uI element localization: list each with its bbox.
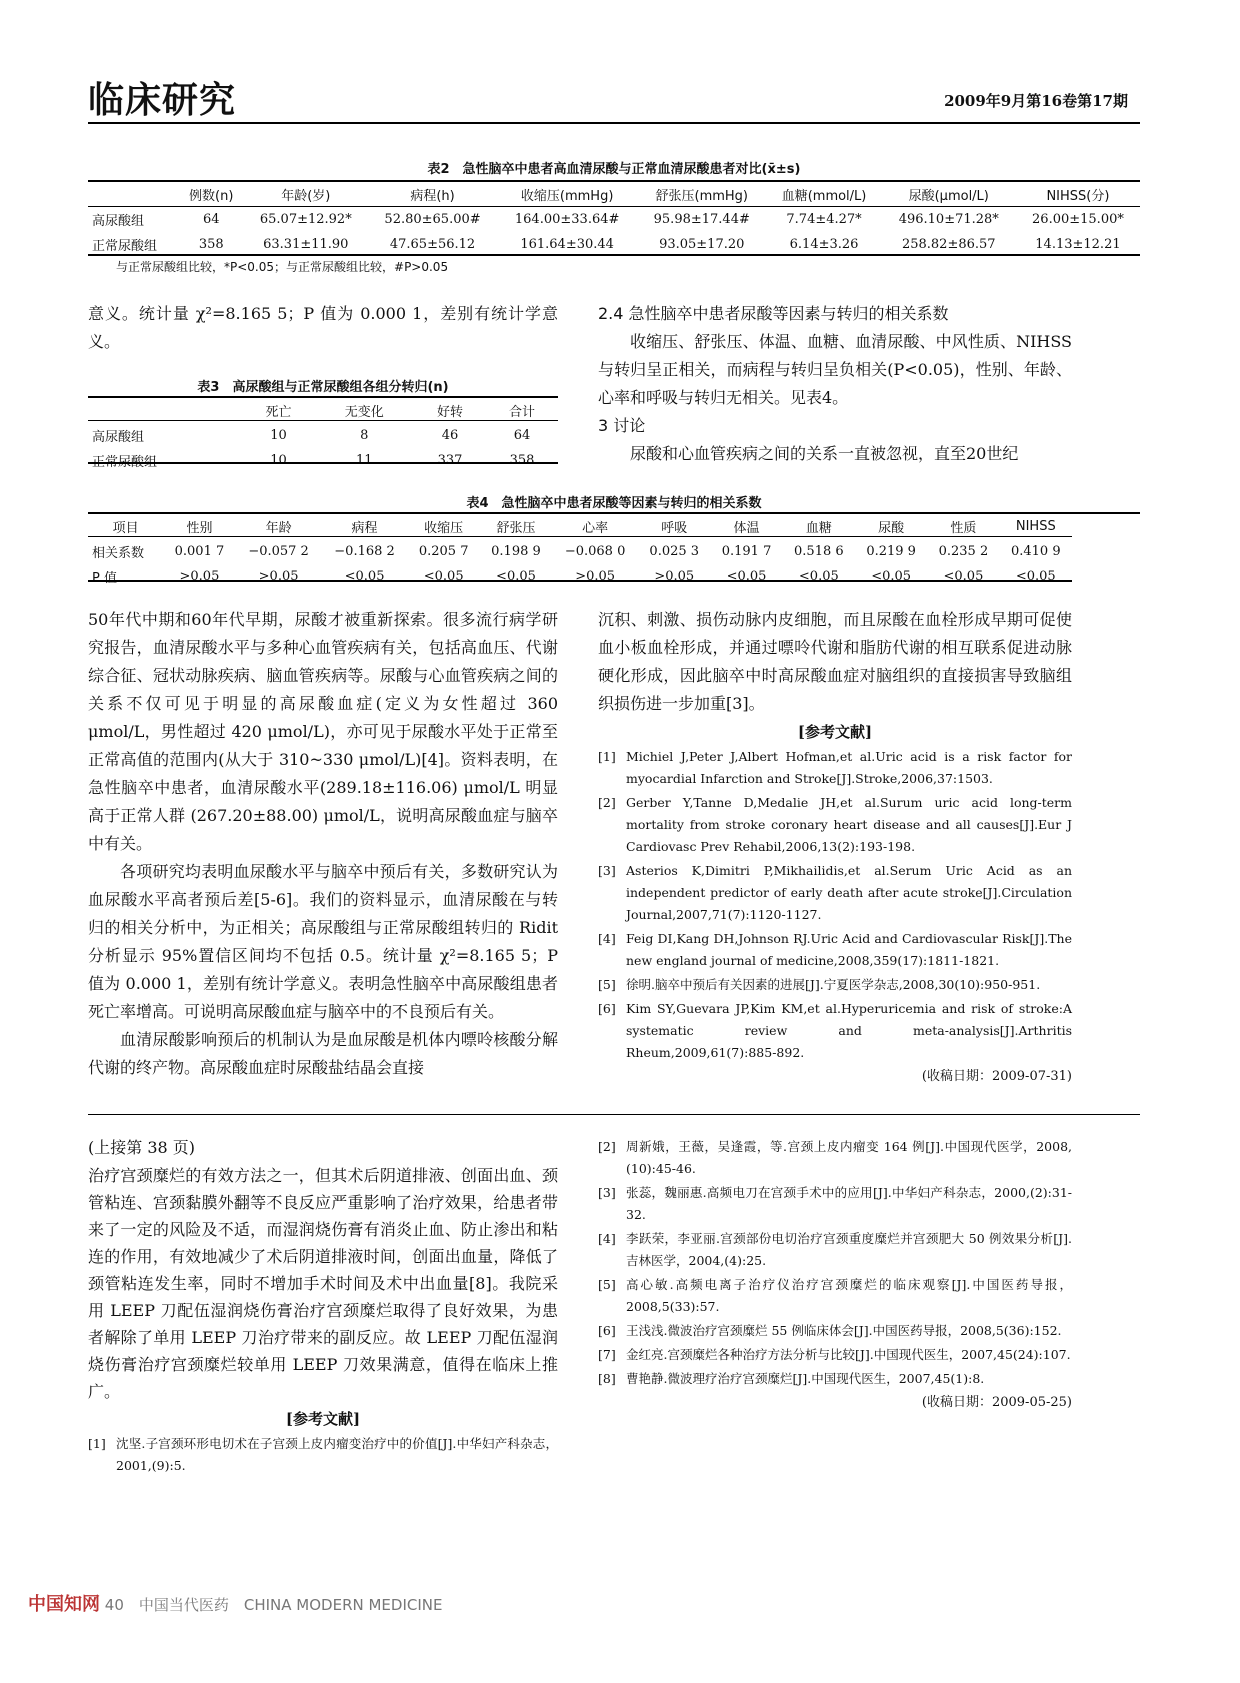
table4-header-rule <box>88 536 1072 537</box>
table-cell: 358 <box>198 237 224 252</box>
reference-number: [6] <box>598 1001 616 1016</box>
reference-item <box>598 1274 1072 1318</box>
column-header: NIHSS(分) <box>1046 189 1110 204</box>
table-cell: <0.05 <box>726 569 767 584</box>
column-header: 年龄 <box>265 521 292 536</box>
column-header: 血糖(mmol/L) <box>781 189 867 204</box>
table-cell: 0.001 7 <box>174 544 225 559</box>
table-cell: 496.10±71.28* <box>898 212 999 227</box>
table-cell: 65.07±12.92* <box>259 212 352 227</box>
table-row <box>88 564 1072 589</box>
reference-item <box>598 928 1072 972</box>
paragraph: 各项研究均表明血尿酸水平与脑卒中预后有关，多数研究认为血尿酸水平高者预后差[5-6]。我们的资料显示，血清尿酸在与转归的相关分析中，为正相关；高尿酸组与正常尿酸组转归的 Ridit 分析显示 95%置信区间均不包括 0.5。统计量 χ²=8.165 5；P 值为 0.000 1，差别有统计学意义。表明急性脑卒中高尿酸组患者死亡率增高。可说明高尿酸血症与脑卒中的不良预后有关。 <box>88 862 558 1021</box>
received-date: (收稿日期：2009-07-31) <box>921 1069 1072 1084</box>
table-cell: >0.05 <box>654 569 695 584</box>
reference-text: 高心敏.高频电离子治疗仪治疗宫颈糜烂的临床观察[J].中国医药导报，2008,5(33):57. <box>626 1277 1072 1314</box>
reference-text: Michiel J,Peter J,Albert Hofman,et al.Uric acid is a risk factor for myocardial Infarction and Stroke[J].Stroke,2006,37:1503. <box>626 749 1072 786</box>
table-cell: 337 <box>437 453 463 468</box>
table-cell: 6.14±3.26 <box>789 237 859 252</box>
table-cell: <0.05 <box>871 569 912 584</box>
column-header: 好转 <box>436 405 463 420</box>
table-row <box>88 539 1072 564</box>
bottom-left-column <box>88 1134 558 1479</box>
reference-list <box>88 1433 558 1477</box>
column-header: 合计 <box>508 405 535 420</box>
footer-text: 40 中国当代医药 CHINA MODERN MEDICINE <box>104 1596 443 1614</box>
reference-item <box>598 1344 1072 1366</box>
column-header: 收缩压 <box>424 521 464 536</box>
section-heading-2-4: 2.4 急性脑卒中患者尿酸等因素与转归的相关系数 <box>598 304 949 323</box>
reference-number: [1] <box>88 1436 106 1451</box>
reference-number: [3] <box>598 1185 616 1200</box>
table-cell: <0.05 <box>1015 569 1056 584</box>
reference-text: 沈坚.子宫颈环形电切术在子宫颈上皮内瘤变治疗中的价值[J].中华妇产科杂志，2001,(9):5. <box>116 1436 558 1473</box>
table-cell: −0.168 2 <box>334 544 395 559</box>
reference-item <box>598 1136 1072 1180</box>
table-cell: 63.31±11.90 <box>263 237 349 252</box>
reference-number: [6] <box>598 1323 616 1338</box>
column-header: 收缩压(mmHg) <box>520 189 614 204</box>
left-top-text <box>88 300 558 356</box>
reference-text: 周新娥，王薇，吴逢霞，等.宫颈上皮内瘤变 164 例[J].中国现代医学，2008,(10):45-46. <box>626 1139 1072 1176</box>
table-cell: 0.235 2 <box>938 544 989 559</box>
column-header: 无变化 <box>344 405 384 420</box>
reference-text: Asterios K,Dimitri P,Mikhailidis,et al.Serum Uric Acid as an independent predictor of early death after acute stroke[J].Circulation Journal,2007,71(7):1120-1127. <box>626 863 1072 922</box>
header-rule <box>88 122 1140 124</box>
reference-number: [5] <box>598 1277 616 1292</box>
reference-item <box>598 860 1072 926</box>
reference-number: [2] <box>598 795 616 810</box>
continuation-note: (上接第 38 页) <box>88 1138 196 1157</box>
table-cell: <0.05 <box>423 569 464 584</box>
table-cell: P 值 <box>92 571 117 586</box>
reference-number: [4] <box>598 931 616 946</box>
column-header: NIHSS <box>1015 519 1056 534</box>
column-header: 病程(h) <box>410 189 455 204</box>
table-cell: 相关系数 <box>92 546 145 561</box>
reference-text: Feig DI,Kang DH,Johnson RJ.Uric Acid and Cardiovascular Risk[J].The new england journal of medicine,2008,359(17):1811-1821. <box>626 931 1072 968</box>
table-cell: 0.410 9 <box>1010 544 1061 559</box>
table2-note: 与正常尿酸组比较，*P<0.05；与正常尿酸组比较，#P>0.05 <box>116 260 449 274</box>
column-header: 年龄(岁) <box>281 189 331 204</box>
reference-number: [3] <box>598 863 616 878</box>
table-cell: 0.205 7 <box>418 544 469 559</box>
page-footer <box>28 1590 442 1616</box>
table-cell: 0.219 9 <box>866 544 916 559</box>
column-header: 尿酸(μmol/L) <box>908 189 989 204</box>
table4 <box>88 514 1072 589</box>
right-mid-column <box>598 606 1072 1088</box>
table-cell: 52.80±65.00# <box>384 212 481 227</box>
reference-number: [4] <box>598 1231 616 1246</box>
table-cell: 64 <box>202 212 220 227</box>
table-cell: 8 <box>360 428 369 443</box>
table-cell: 64 <box>513 428 531 443</box>
reference-item <box>598 1228 1072 1272</box>
column-header: 病程 <box>351 521 378 536</box>
table-cell: 46 <box>441 428 459 443</box>
table-cell: 0.198 9 <box>491 544 541 559</box>
paragraph: 尿酸和心血管疾病之间的关系一直被忽视，直至20世纪 <box>630 444 1019 463</box>
reference-item <box>598 792 1072 858</box>
left-mid-column <box>88 606 558 1082</box>
reference-text: Gerber Y,Tanne D,Medalie JH,et al.Surum uric acid long-term mortality from stroke coronary heart disease and all causes[J].Eur J Cardiovasc Prev Rehabil,2006,13(2):193-198. <box>626 795 1072 854</box>
right-top-column <box>598 300 1072 468</box>
table-cell: 正常尿酸组 <box>92 455 158 470</box>
reference-number: [8] <box>598 1371 616 1386</box>
table-cell: 正常尿酸组 <box>92 239 158 254</box>
reference-text: 张蕊，魏丽惠.高频电刀在宫颈手术中的应用[J].中华妇产科杂志，2000,(2):31-32. <box>626 1185 1072 1222</box>
table-cell: 258.82±86.57 <box>901 237 996 252</box>
references-heading: [参考文献] <box>797 723 873 741</box>
table4-bottom-rule <box>88 580 1072 582</box>
table2-caption: 表2 急性脑卒中患者高血清尿酸与正常血清尿酸患者对比(x̄±s) <box>427 162 801 177</box>
table-cell: <0.05 <box>496 569 536 584</box>
column-header: 项目 <box>112 521 139 536</box>
column-header: 血糖 <box>805 521 832 536</box>
column-header: 例数(n) <box>189 189 234 204</box>
table-cell: 10 <box>270 453 287 468</box>
reference-list <box>598 746 1072 1064</box>
table-cell: −0.057 2 <box>248 544 309 559</box>
table3-header-rule <box>88 420 558 421</box>
table-cell: 47.65±56.12 <box>389 237 476 252</box>
reference-number: [7] <box>598 1347 616 1362</box>
issue-info: 2009年9月第16卷第17期 <box>944 92 1128 110</box>
column-header: 舒张压 <box>496 521 536 536</box>
section-divider <box>88 1114 1140 1115</box>
table-cell: <0.05 <box>344 569 385 584</box>
table-cell: 26.00±15.00* <box>1032 212 1124 227</box>
paragraph: 血清尿酸影响预后的机制认为是血尿酸是机体内嘌呤核酸分解代谢的终产物。高尿酸血症时尿酸盐结晶会直接 <box>88 1030 558 1077</box>
column-header <box>88 182 179 207</box>
table-cell: 0.518 6 <box>794 544 844 559</box>
column-header: 性质 <box>950 521 977 536</box>
table-cell: 161.64±30.44 <box>520 237 614 252</box>
table-cell: 0.191 7 <box>721 544 772 559</box>
table-cell: 高尿酸组 <box>92 214 145 229</box>
table-row <box>88 207 1140 232</box>
reference-item <box>598 1182 1072 1226</box>
reference-text: 李跃荣，李亚丽.宫颈部份电切治疗宫颈重度糜烂并宫颈肥大 50 例效果分析[J].吉林医学，2004,(4):25. <box>626 1231 1072 1268</box>
reference-list <box>598 1136 1072 1390</box>
table4-caption: 表4 急性脑卒中患者尿酸等因素与转归的相关系数 <box>466 496 762 511</box>
paragraph: 50年代中期和60年代早期，尿酸才被重新探索。很多流行病学研究报告，血清尿酸水平与多种心血管疾病有关，包括高血压、代谢综合征、冠状动脉疾病、脑血管疾病等。尿酸与心血管疾病之间的关系不仅可见于明显的高尿酸血症(定义为女性超过 360 μmol/L，男性超过 420 μmol/L)，亦可见于尿酸水平处于正常至正常高值的范围内(从大于 310~330 μmol/L)[4]。资料表明，在急性脑卒中患者，血清尿酸水平(289.18±116.06) μmol/L 明显高于正常人群 (267.20±88.00) μmol/L，说明高尿酸血症与脑卒中有关。 <box>88 610 558 853</box>
table2-bottom-rule <box>88 254 1140 256</box>
table-cell: 7.74±4.27* <box>786 212 862 227</box>
table3-bottom-rule <box>88 462 558 464</box>
table-row <box>88 448 558 473</box>
reference-text: 曹艳静.微波理疗治疗宫颈糜烂[J].中国现代医生，2007,45(1):8. <box>626 1371 985 1386</box>
table2 <box>88 182 1140 257</box>
column-header: 死亡 <box>265 405 292 420</box>
reference-item <box>598 746 1072 790</box>
column-header: 体温 <box>733 521 760 536</box>
reference-text: 徐明.脑卒中预后有关因素的进展[J].宁夏医学杂志,2008,30(10):950-951. <box>626 977 1041 992</box>
table-cell: 95.98±17.44# <box>653 212 750 227</box>
paragraph: 治疗宫颈糜烂的有效方法之一，但其术后阴道排液、创面出血、颈管粘连、宫颈黏膜外翻等不良反应严重影响了治疗效果，给患者带来了一定的风险及不适，而湿润烧伤膏有消炎止血、防止渗出和粘连的作用，有效地减少了术后阴道排液时间，创面出血量，降低了颈管粘连发生率，同时不增加手术时间及术中出血量[8]。我院采用 LEEP 刀配伍湿润烧伤膏治疗宫颈糜烂取得了良好效果，为患者解除了单用 LEEP 刀治疗带来的副反应。故 LEEP 刀配伍湿润烧伤膏治疗宫颈糜烂较单用 LEEP 刀效果满意，值得在临床上推广。 <box>88 1166 558 1401</box>
table-cell: 10 <box>270 428 287 443</box>
reference-number: [2] <box>598 1139 616 1154</box>
reference-item <box>598 998 1072 1064</box>
paragraph: 沉积、刺激、损伤动脉内皮细胞，而且尿酸在血栓形成早期可促使血小板血栓形成，并通过嘌呤代谢和脂肪代谢的相互联系促进动脉硬化形成，因此脑卒中时高尿酸血症对脑组织的直接损害导致脑组织损伤进一步加重[3]。 <box>598 610 1072 713</box>
reference-text: 王浅浅.微波治疗宫颈糜烂 55 例临床体会[J].中国医药导报，2008,5(36):152. <box>626 1323 1062 1338</box>
column-header: 舒张压(mmHg) <box>655 189 748 204</box>
reference-number: [5] <box>598 977 616 992</box>
table2-header-rule <box>88 206 1140 207</box>
reference-item <box>598 1320 1072 1342</box>
table-cell: <0.05 <box>798 569 839 584</box>
paragraph: 收缩压、舒张压、体温、血糖、血清尿酸、中风性质、NIHSS与转归呈正相关，而病程与转归呈负相关(P<0.05)，性别、年龄、心率和呼吸与转归无相关。见表4。 <box>598 332 1072 407</box>
table-cell: >0.05 <box>575 569 616 584</box>
section-heading-3: 3 讨论 <box>598 416 646 435</box>
reference-item <box>88 1433 558 1477</box>
table-cell: 高尿酸组 <box>92 430 145 445</box>
table-cell: 0.025 3 <box>649 544 700 559</box>
watermark: 中国知网 <box>28 1594 100 1615</box>
table-cell: 14.13±12.21 <box>1035 237 1121 252</box>
table2-header-row <box>88 182 1140 207</box>
bottom-right-column <box>598 1136 1072 1414</box>
received-date: (收稿日期：2009-05-25) <box>921 1395 1072 1410</box>
table-cell: <0.05 <box>943 569 984 584</box>
column-header: 心率 <box>582 521 609 536</box>
journal-section-title: 临床研究 <box>88 80 237 121</box>
reference-number: [1] <box>598 749 616 764</box>
table-cell: >0.05 <box>179 569 220 584</box>
column-header: 性别 <box>186 521 213 536</box>
column-header: 呼吸 <box>661 521 688 536</box>
reference-text: Kim SY,Guevara JP,Kim KM,et al.Hyperuricemia and risk of stroke:A systematic review and meta-analysis[J].Arthritis Rheum,2009,61(7):885-892. <box>626 1001 1072 1060</box>
table-cell: 164.00±33.64# <box>514 212 620 227</box>
reference-text: 金红亮.宫颈糜烂各种治疗方法分析与比较[J].中国现代医生，2007,45(24):107. <box>626 1347 1071 1362</box>
table-cell: 11 <box>355 453 373 468</box>
table3-caption: 表3 高尿酸组与正常尿酸组各组分转归(n) <box>197 380 449 395</box>
column-header: 尿酸 <box>878 521 905 536</box>
paragraph: 意义。统计量 χ²=8.165 5；P 值为 0.000 1，差别有统计学意义。 <box>88 304 558 351</box>
table-cell: −0.068 0 <box>564 544 626 559</box>
table-cell: 93.05±17.20 <box>659 237 745 252</box>
table-cell: 358 <box>509 453 535 468</box>
references-heading: [参考文献] <box>285 1410 361 1428</box>
table-row <box>88 423 558 448</box>
reference-item <box>598 974 1072 996</box>
table-cell: >0.05 <box>258 569 299 584</box>
reference-item <box>598 1368 1072 1390</box>
